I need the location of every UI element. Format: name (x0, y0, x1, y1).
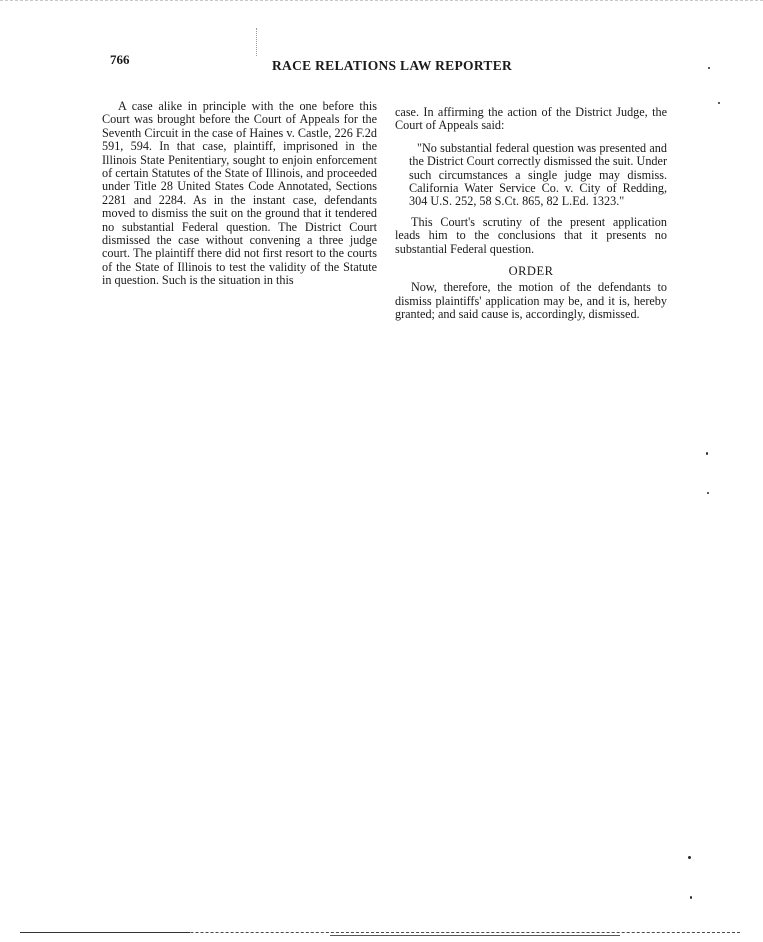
right-column (395, 106, 667, 322)
right-paragraph-intro: case. In affirming the action of the District Judge, the Court of Appeals said: (395, 105, 667, 133)
scan-speck (707, 492, 709, 494)
left-column (102, 100, 377, 288)
order-paragraph: Now, therefore, the motion of the defendants to dismiss plaintiffs' application may be, and it is, hereby granted; and said cause is, accordingly, dismissed. (395, 280, 667, 322)
scan-speck (690, 896, 692, 899)
right-paragraph-conclusion: This Court's scrutiny of the present application leads him to the conclusions that it presents no substantial Federal question. (395, 214, 667, 256)
page-number: 766 (110, 52, 130, 67)
bottom-edge-rule-segment (330, 935, 620, 936)
order-heading: ORDER (508, 264, 554, 279)
running-head: RACE RELATIONS LAW REPORTER (272, 58, 513, 73)
left-paragraph: A case alike in principle with the one before this Court was brought before the Court of Appeals for the Seventh Circuit in the case of Haines v. Castle, 226 F.2d 591, 594. In that case, plaintiff, imprisoned in the Illinois State Penitentiary, sought to enjoin enforcement of certain Statutes of the State of Illinois, and proceeded under Title 28 United States Code Annotated, Sections 2281 and 2284. As in the instant case, defendants moved to dismiss the suit on the ground that it tendered no substantial Federal question. The District Court dismissed the case without convening a three judge court. The plaintiff there did not first resort to the courts of the State of Illinois to test the validity of the Statute in question. Such is the situation in this (102, 99, 377, 288)
scan-speck (706, 452, 708, 455)
scan-speck (718, 102, 720, 104)
scan-speck (708, 67, 710, 69)
block-quotation: "No substantial federal question was presented and the District Court correctly dismissed the suit. Under such circumstances a single judge may dismiss. California Water Service Co. v. City of Redding, 304 U.S. 252, 58 S.Ct. 865, 82 L.Ed. 1323." (409, 140, 667, 209)
gutter-mark (256, 28, 257, 56)
scan-speck (688, 856, 691, 859)
bottom-edge-rule-segment (20, 932, 190, 933)
top-edge-dashes (0, 0, 763, 1)
